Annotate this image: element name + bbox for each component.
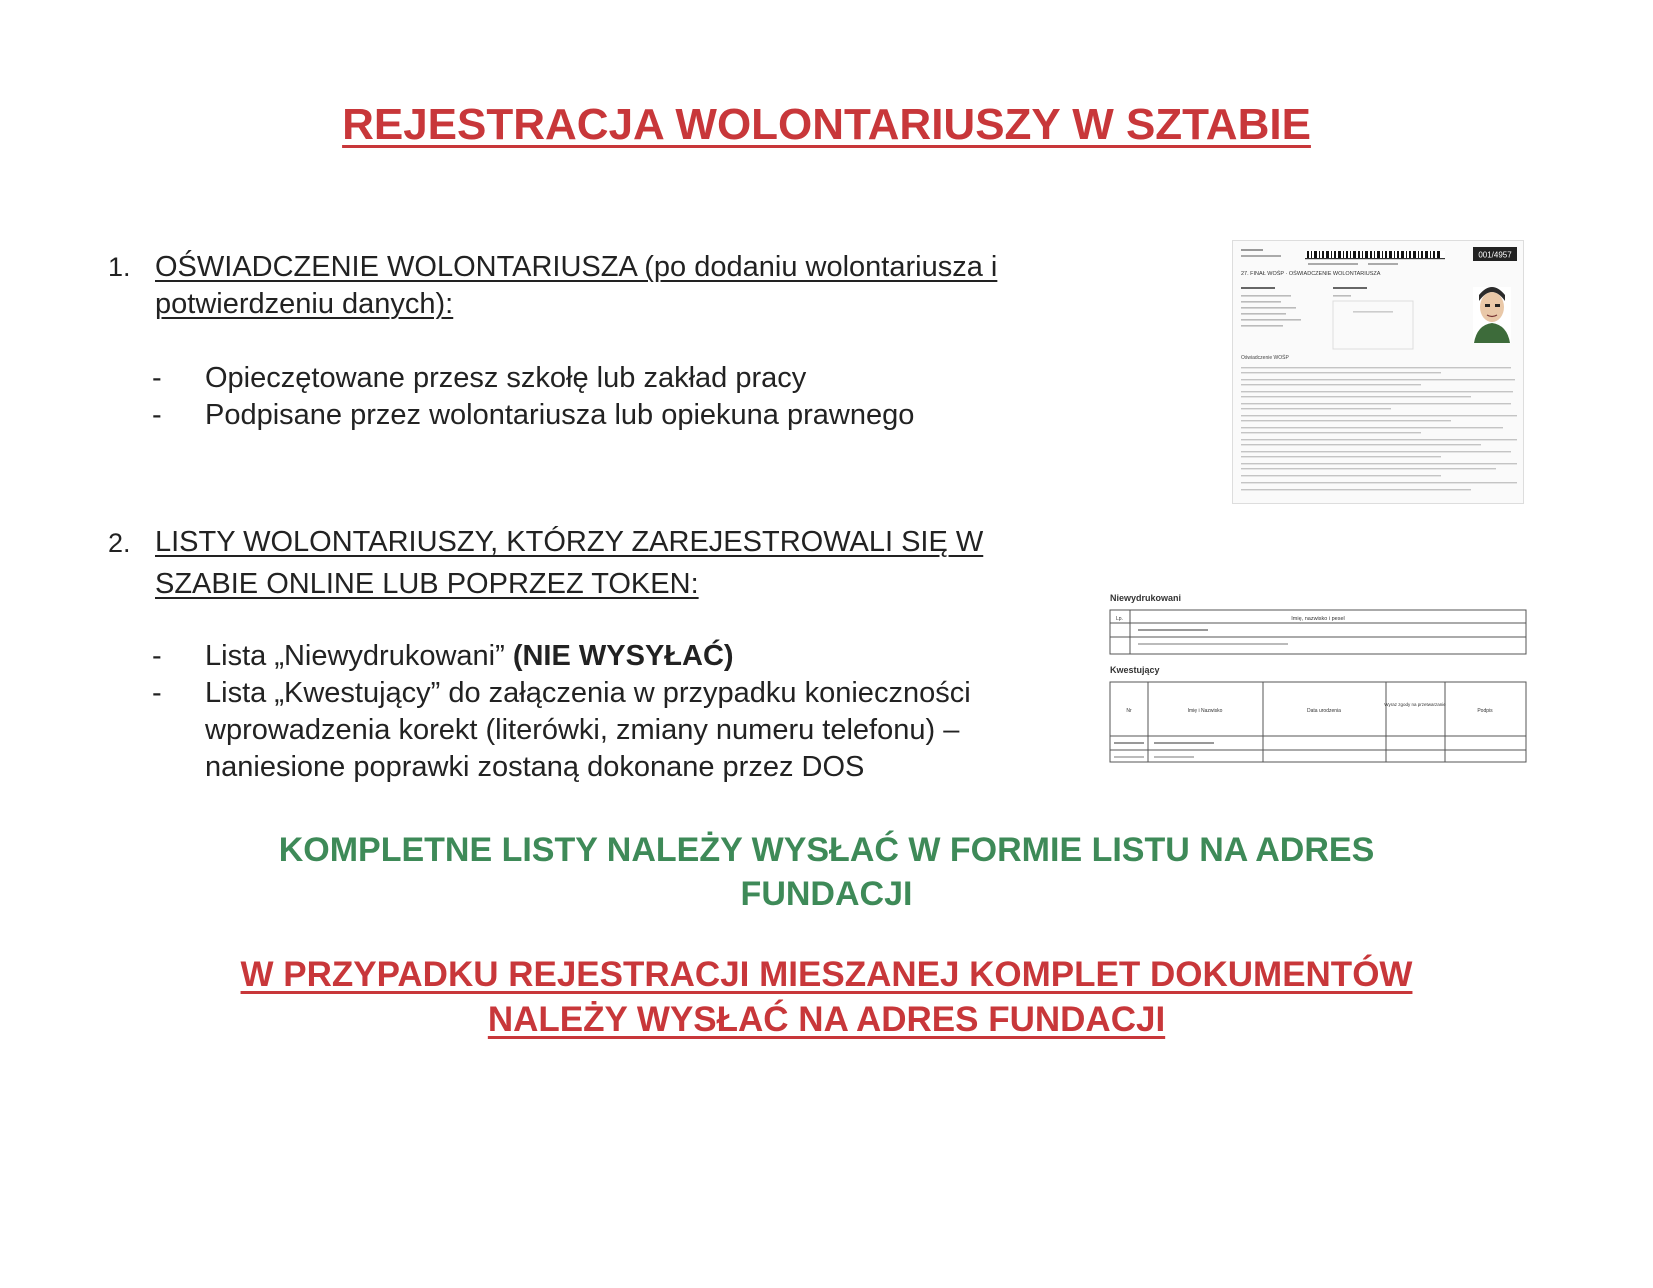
notice-red-line: W PRZYPADKU REJESTRACJI MIESZANEJ KOMPLET DOKUMENTÓW: [240, 955, 1413, 994]
section-1-bullets: [150, 360, 914, 434]
collectors-list-label: Kwestujący: [1110, 665, 1160, 675]
page-title-text: REJESTRACJA WOLONTARIUSZY W SZTABIE: [342, 100, 1311, 149]
section-1-bullet: - Opieczętowane przesz szkołę lub zakład pracy: [150, 360, 914, 397]
section-2-bullet-collectors: [150, 675, 971, 786]
col-nr: Nr: [1126, 708, 1132, 714]
declaration-form-image: [1233, 241, 1523, 503]
unprinted-list-label: Niewydrukowani: [1110, 593, 1182, 603]
barcode-icon: [1305, 251, 1445, 259]
col-consent: Wyraz zgody na przetwarzanie: [1384, 702, 1446, 707]
volunteer-lists-thumbnail: [1108, 590, 1528, 785]
section-1-heading-line2: potwierdzeniu danych):: [155, 288, 454, 320]
id-badge-text: 001/4957: [1478, 250, 1512, 260]
notice-green-line: FUNDACJI: [740, 875, 913, 913]
col-signature: Podpis: [1477, 708, 1493, 714]
avatar: [1473, 287, 1511, 343]
volunteer-lists-image: [1108, 590, 1528, 785]
bullet-text: Lista „Niewydrukowani”: [205, 640, 513, 672]
bullet-line: wprowadzenia korekt (literówki, zmiany numeru telefonu) –: [205, 714, 960, 746]
col-lp: Lp.: [1116, 616, 1123, 622]
col-birth-date: Data urodzenia: [1307, 708, 1341, 714]
col-name-surname: Imię i Nazwisko: [1187, 708, 1223, 714]
section-1-number: 1.: [108, 252, 131, 282]
page-title: [0, 100, 1653, 150]
section-2-heading-line1: LISTY WOLONTARIUSZY, KTÓRZY ZAREJESTROWALI SIĘ W: [155, 526, 984, 558]
notice-green-line: KOMPLETNE LISTY NALEŻY WYSŁAĆ W FORMIE LISTU NA ADRES: [278, 831, 1375, 869]
declaration-form-thumbnail: [1232, 240, 1524, 504]
section-2-bullets: [150, 638, 971, 786]
notice-red-line: NALEŻY WYSŁAĆ NA ADRES FUNDACJI: [487, 1000, 1166, 1039]
bullet-line: naniesione poprawki zostaną dokonane przez DOS: [205, 751, 865, 783]
declaration-heading: 27. FINAŁ WOŚP · OŚWIADCZENIE WOLONTARIUSZA: [1241, 271, 1381, 277]
col-name-pesel: Imię, nazwisko i pesel: [1291, 616, 1345, 622]
section-1-bullet: - Podpisane przez wolontariusza lub opiekuna prawnego: [150, 397, 914, 434]
section-2-bullet-unprinted: [150, 638, 971, 675]
declaration-subheading: Oświadczenie WOŚP: [1241, 355, 1289, 361]
section-2-number: 2.: [108, 528, 131, 558]
bullet-line: - Lista „Kwestujący” do załączenia w przypadku konieczności: [205, 677, 971, 709]
section-2-heading-line2: SZABIE ONLINE LUB POPRZEZ TOKEN:: [155, 568, 699, 600]
mixed-registration-notice: [0, 952, 1653, 1042]
bullet-bold-warning: (NIE WYSYŁAĆ): [512, 640, 734, 672]
section-1-heading-line1: OŚWIADCZENIE WOLONTARIUSZA (po dodaniu wolontariusza i: [155, 251, 998, 283]
send-complete-lists-notice: [0, 828, 1653, 916]
